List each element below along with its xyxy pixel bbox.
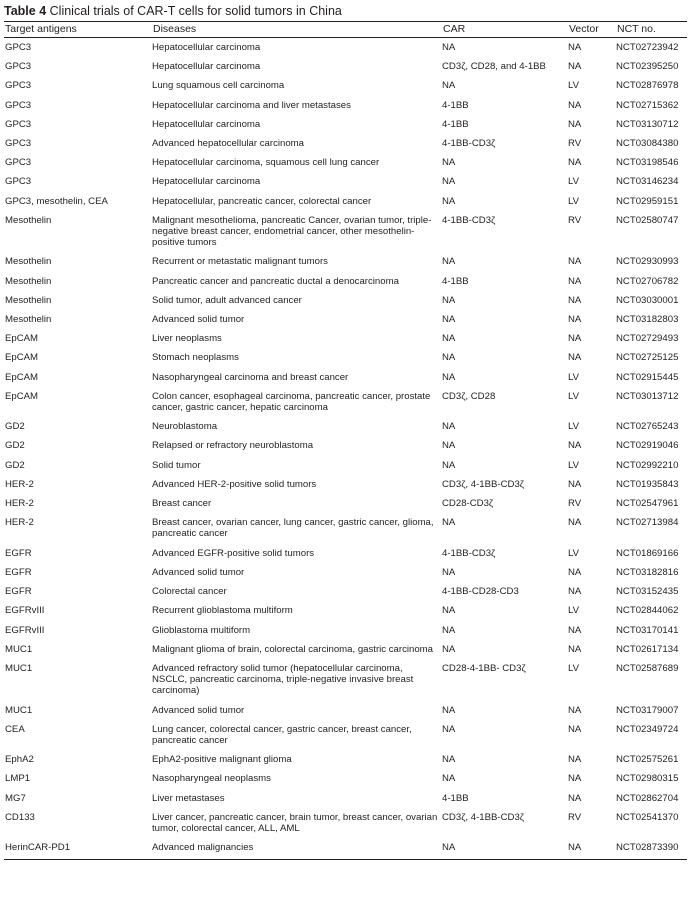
- cell-target-antigen: EGFR: [5, 586, 32, 598]
- cell-target-antigen: GPC3, mesothelin, CEA: [5, 195, 108, 207]
- cell-nct-no: NCT02541370: [616, 811, 679, 823]
- cell-car: NA: [442, 842, 456, 854]
- cell-disease: Advanced solid tumor: [152, 566, 245, 578]
- cell-nct-no: NCT01869166: [616, 547, 679, 559]
- cell-target-antigen: HER-2: [5, 498, 34, 510]
- table-row: [4, 291, 687, 310]
- table-row: [4, 387, 687, 417]
- cell-nct-no: NCT03198546: [616, 157, 679, 169]
- cell-disease: Nasopharyngeal neoplasms: [152, 773, 271, 785]
- cell-target-antigen: Mesothelin: [5, 294, 52, 306]
- table-row: [4, 252, 687, 271]
- cell-vector: RV: [568, 214, 582, 226]
- table-row: [4, 134, 687, 153]
- cell-nct-no: NCT02617134: [616, 643, 679, 655]
- cell-target-antigen: EpCAM: [5, 333, 39, 345]
- cell-disease: Liver cancer, pancreatic cancer, brain tumor, breast cancer, ovarian tumor, colorectal cancer, ALL, AML: [152, 811, 438, 834]
- cell-vector: NA: [568, 314, 582, 326]
- cell-nct-no: NCT02587689: [616, 662, 679, 674]
- cell-vector: NA: [568, 294, 582, 306]
- cell-nct-no: NCT02349724: [616, 723, 679, 735]
- table-row: [4, 701, 687, 720]
- cell-nct-no: NCT03030001: [616, 294, 679, 306]
- cell-car: CD3ζ, CD28, and 4-1BB: [442, 61, 546, 73]
- cell-target-antigen: HerinCAR-PD1: [5, 842, 71, 854]
- cell-vector: NA: [568, 704, 582, 716]
- cell-target-antigen: HER-2: [5, 517, 34, 529]
- table-row: [4, 192, 687, 211]
- cell-car: NA: [442, 195, 456, 207]
- table-row: [4, 513, 687, 543]
- cell-nct-no: NCT02723942: [616, 42, 679, 53]
- cell-target-antigen: MUC1: [5, 704, 33, 716]
- cell-vector: NA: [568, 586, 582, 598]
- table-row: [4, 456, 687, 475]
- cell-car: NA: [442, 157, 456, 169]
- cell-vector: RV: [568, 498, 582, 510]
- table-row: [4, 153, 687, 172]
- cell-nct-no: NCT02729493: [616, 333, 679, 345]
- cell-target-antigen: Mesothelin: [5, 214, 52, 226]
- cell-disease: Hepatocellular carcinoma and liver metastases: [152, 99, 351, 111]
- cell-nct-no: NCT03130712: [616, 118, 679, 130]
- cell-nct-no: NCT02980315: [616, 773, 679, 785]
- table-row: [4, 310, 687, 329]
- cell-vector: NA: [568, 792, 582, 804]
- cell-disease: Advanced solid tumor: [152, 314, 245, 326]
- cell-disease: Lung cancer, colorectal cancer, gastric cancer, breast cancer, pancreatic cancer: [152, 723, 412, 746]
- table-number: Table 4: [4, 4, 47, 18]
- cell-nct-no: NCT03084380: [616, 138, 679, 150]
- header-diseases: Diseases: [153, 23, 197, 35]
- cell-car: 4-1BB: [442, 275, 469, 287]
- cell-target-antigen: GPC3: [5, 157, 32, 169]
- cell-nct-no: NCT02575261: [616, 754, 679, 766]
- cell-car: CD3ζ, 4-1BB-CD3ζ: [442, 811, 525, 823]
- table-row: [4, 640, 687, 659]
- cell-target-antigen: MG7: [5, 792, 26, 804]
- cell-vector: LV: [568, 195, 580, 207]
- cell-target-antigen: GPC3: [5, 42, 32, 53]
- table-row: [4, 76, 687, 95]
- cell-disease: Hepatocellular carcinoma, squamous cell lung cancer: [152, 157, 380, 169]
- cell-disease: Hepatocellular carcinoma: [152, 118, 261, 130]
- cell-nct-no: NCT03152435: [616, 586, 679, 598]
- cell-vector: LV: [568, 605, 580, 617]
- cell-disease: Colon cancer, esophageal carcinoma, pancreatic cancer, prostate cancer, gastric cancer, hepatic carcinoma: [152, 390, 431, 414]
- cell-vector: RV: [568, 811, 582, 823]
- table-row: [4, 211, 687, 253]
- cell-car: NA: [442, 723, 456, 735]
- cell-nct-no: NCT02713984: [616, 517, 679, 529]
- cell-car: CD3ζ, 4-1BB-CD3ζ: [442, 478, 525, 490]
- cell-nct-no: NCT02844062: [616, 605, 679, 617]
- cell-vector: NA: [568, 754, 582, 766]
- cell-target-antigen: EGFRvIII: [5, 605, 45, 617]
- cell-disease: Advanced EGFR-positive solid tumors: [152, 547, 315, 559]
- table-row: [4, 272, 687, 291]
- cell-car: NA: [442, 80, 456, 92]
- cell-disease: Advanced solid tumor: [152, 704, 245, 716]
- cell-car: NA: [442, 459, 456, 471]
- cell-disease: Recurrent glioblastoma multiform: [152, 605, 293, 617]
- cell-target-antigen: GPC3: [5, 138, 32, 150]
- cell-car: NA: [442, 517, 456, 529]
- cell-vector: NA: [568, 566, 582, 578]
- cell-disease: Pancreatic cancer and pancreatic ductal a denocarcinoma: [152, 275, 399, 287]
- cell-disease: Nasopharyngeal carcinoma and breast cancer: [152, 371, 349, 383]
- cell-car: NA: [442, 176, 456, 188]
- cell-car: NA: [442, 754, 456, 766]
- cell-vector: NA: [568, 333, 582, 345]
- cell-disease: Malignant glioma of brain, colorectal carcinoma, gastric carcinoma: [152, 643, 434, 655]
- table-row: [4, 544, 687, 563]
- table-row: [4, 838, 687, 857]
- cell-vector: LV: [568, 662, 580, 674]
- cell-nct-no: NCT03013712: [616, 390, 679, 402]
- table-row: [4, 172, 687, 191]
- cell-vector: NA: [568, 118, 582, 130]
- cell-nct-no: NCT02395250: [616, 61, 679, 73]
- cell-vector: NA: [568, 517, 582, 529]
- cell-nct-no: NCT02547961: [616, 498, 679, 510]
- cell-car: 4-1BB-CD3ζ: [442, 547, 496, 559]
- cell-vector: NA: [568, 256, 582, 268]
- cell-disease: Liver metastases: [152, 792, 225, 804]
- cell-vector: NA: [568, 157, 582, 169]
- cell-target-antigen: CEA: [5, 723, 25, 735]
- cell-nct-no: NCT02959151: [616, 195, 679, 207]
- table-row: [4, 769, 687, 788]
- cell-disease: Liver neoplasms: [152, 333, 222, 345]
- cell-disease: Advanced malignancies: [152, 842, 254, 854]
- cell-car: NA: [442, 256, 456, 268]
- table-row: [4, 601, 687, 620]
- table-row: [4, 368, 687, 387]
- cell-disease: Breast cancer: [152, 498, 212, 510]
- cell-vector: NA: [568, 723, 582, 735]
- table-row: [4, 436, 687, 455]
- cell-car: 4-1BB: [442, 118, 469, 130]
- cell-car: NA: [442, 704, 456, 716]
- cell-car: NA: [442, 624, 456, 636]
- table-row: [4, 789, 687, 808]
- table-row: [4, 808, 687, 838]
- cell-disease: Hepatocellular carcinoma: [152, 176, 261, 188]
- cell-car: CD28-4-1BB- CD3ζ: [442, 662, 526, 674]
- cell-car: NA: [442, 352, 456, 364]
- cell-vector: NA: [568, 275, 582, 287]
- cell-disease: Advanced hepatocellular carcinoma: [152, 138, 304, 150]
- cell-target-antigen: Mesothelin: [5, 256, 52, 268]
- cell-disease: Recurrent or metastatic malignant tumors: [152, 256, 328, 268]
- table-row: [4, 38, 687, 57]
- cell-target-antigen: Mesothelin: [5, 275, 52, 287]
- cell-nct-no: NCT02930993: [616, 256, 679, 268]
- cell-car: NA: [442, 371, 456, 383]
- cell-target-antigen: EGFRvIII: [5, 624, 45, 636]
- table-title: Clinical trials of CAR-T cells for solid tumors in China: [49, 4, 342, 18]
- cell-nct-no: NCT02765243: [616, 421, 679, 433]
- cell-disease: Colorectal cancer: [152, 586, 227, 598]
- cell-nct-no: NCT03179007: [616, 704, 679, 716]
- cell-target-antigen: CD133: [5, 811, 35, 823]
- cell-target-antigen: MUC1: [5, 643, 33, 655]
- cell-vector: RV: [568, 138, 582, 150]
- cell-vector: NA: [568, 42, 582, 53]
- cell-disease: Stomach neoplasms: [152, 352, 239, 364]
- cell-target-antigen: GD2: [5, 421, 25, 433]
- cell-target-antigen: GPC3: [5, 80, 32, 92]
- cell-car: NA: [442, 294, 456, 306]
- bottom-rule: [4, 859, 687, 860]
- cell-target-antigen: GD2: [5, 440, 25, 452]
- header-car: CAR: [443, 23, 466, 35]
- cell-disease: Advanced refractory solid tumor (hepatocellular carcinoma, NSCLC, pancreatic carcinoma, triple-negative invasive breast carcinoma): [152, 662, 414, 697]
- cell-vector: LV: [568, 421, 580, 433]
- header-nct-no: NCT no.: [617, 23, 656, 35]
- cell-target-antigen: LMP1: [5, 773, 31, 785]
- cell-vector: NA: [568, 61, 582, 73]
- table-row: [4, 582, 687, 601]
- table-header-row: [4, 22, 687, 38]
- cell-vector: NA: [568, 773, 582, 785]
- cell-target-antigen: EGFR: [5, 566, 32, 578]
- cell-car: CD3ζ, CD28: [442, 390, 496, 402]
- cell-nct-no: NCT01935843: [616, 478, 679, 490]
- cell-target-antigen: Mesothelin: [5, 314, 52, 326]
- cell-vector: NA: [568, 478, 582, 490]
- cell-nct-no: NCT03182816: [616, 566, 679, 578]
- table-row: [4, 494, 687, 513]
- cell-disease: Hepatocellular carcinoma: [152, 61, 261, 73]
- cell-vector: LV: [568, 176, 580, 188]
- cell-target-antigen: HER-2: [5, 478, 34, 490]
- cell-nct-no: NCT02715362: [616, 99, 679, 111]
- table-row: [4, 96, 687, 115]
- table-row: [4, 115, 687, 134]
- cell-vector: NA: [568, 440, 582, 452]
- cell-target-antigen: EGFR: [5, 547, 32, 559]
- cell-target-antigen: GPC3: [5, 118, 32, 130]
- cell-disease: Hepatocellular carcinoma: [152, 42, 261, 53]
- cell-vector: NA: [568, 643, 582, 655]
- cell-disease: Glioblastoma multiform: [152, 624, 251, 636]
- cell-target-antigen: GPC3: [5, 61, 32, 73]
- cell-disease: Neuroblastoma: [152, 421, 218, 433]
- cell-disease: Malignant mesothelioma, pancreatic Cancer, ovarian tumor, triple-negative breast cancer, endometrial cancer, other mesothelin-positive tumors: [152, 214, 432, 249]
- cell-car: NA: [442, 643, 456, 655]
- cell-vector: LV: [568, 547, 580, 559]
- cell-car: 4-1BB: [442, 792, 469, 804]
- cell-nct-no: NCT02580747: [616, 214, 679, 226]
- cell-target-antigen: EpCAM: [5, 390, 39, 402]
- cell-car: NA: [442, 605, 456, 617]
- cell-vector: NA: [568, 352, 582, 364]
- cell-car: 4-1BB-CD3ζ: [442, 214, 496, 226]
- cell-disease: Solid tumor, adult advanced cancer: [152, 294, 302, 306]
- table-row: [4, 621, 687, 640]
- cell-target-antigen: MUC1: [5, 662, 33, 674]
- table-row: [4, 659, 687, 701]
- cell-disease: Relapsed or refractory neuroblastoma: [152, 440, 314, 452]
- cell-car: 4-1BB-CD28-CD3: [442, 586, 519, 598]
- header-target-antigens: Target antigens: [5, 23, 77, 35]
- cell-nct-no: NCT02862704: [616, 792, 679, 804]
- cell-car: NA: [442, 773, 456, 785]
- cell-vector: NA: [568, 624, 582, 636]
- table-body: [4, 38, 687, 857]
- cell-nct-no: NCT02873390: [616, 842, 679, 854]
- cell-disease: Hepatocellular, pancreatic cancer, colorectal cancer: [152, 195, 372, 207]
- cell-target-antigen: EpCAM: [5, 352, 39, 364]
- table-row: [4, 475, 687, 494]
- cell-vector: LV: [568, 80, 580, 92]
- table-row: [4, 57, 687, 76]
- cell-car: NA: [442, 314, 456, 326]
- cell-car: NA: [442, 566, 456, 578]
- cell-vector: NA: [568, 99, 582, 111]
- header-vector: Vector: [569, 23, 599, 35]
- table-row: [4, 563, 687, 582]
- cell-car: NA: [442, 421, 456, 433]
- cell-car: NA: [442, 42, 456, 53]
- table-row: [4, 720, 687, 750]
- cell-target-antigen: GD2: [5, 459, 25, 471]
- cell-car: CD28-CD3ζ: [442, 498, 494, 510]
- table-row: [4, 417, 687, 436]
- cell-disease: Solid tumor: [152, 459, 201, 471]
- cell-disease: Lung squamous cell carcinoma: [152, 80, 285, 92]
- cell-vector: LV: [568, 371, 580, 383]
- table-row: [4, 750, 687, 769]
- cell-vector: LV: [568, 390, 580, 402]
- cell-car: NA: [442, 333, 456, 345]
- cell-car: NA: [442, 440, 456, 452]
- cell-target-antigen: EphA2: [5, 754, 34, 766]
- cell-nct-no: NCT02876978: [616, 80, 679, 92]
- cell-car: 4-1BB-CD3ζ: [442, 138, 496, 150]
- cell-target-antigen: GPC3: [5, 99, 32, 111]
- cell-vector: LV: [568, 459, 580, 471]
- cell-vector: NA: [568, 842, 582, 854]
- cell-nct-no: NCT02992210: [616, 459, 679, 471]
- cell-nct-no: NCT03170141: [616, 624, 679, 636]
- cell-disease: Breast cancer, ovarian cancer, lung cancer, gastric cancer, glioma, pancreatic cancer: [152, 517, 434, 540]
- cell-disease: EphA2-positive malignant glioma: [152, 754, 292, 766]
- cell-disease: Advanced HER-2-positive solid tumors: [152, 478, 317, 490]
- table-row: [4, 348, 687, 367]
- cell-nct-no: NCT02915445: [616, 371, 679, 383]
- cell-nct-no: NCT02919046: [616, 440, 679, 452]
- cell-nct-no: NCT03182803: [616, 314, 679, 326]
- cell-nct-no: NCT02725125: [616, 352, 679, 364]
- table-caption: [4, 3, 687, 21]
- cell-target-antigen: EpCAM: [5, 371, 39, 383]
- cell-car: 4-1BB: [442, 99, 469, 111]
- cell-nct-no: NCT03146234: [616, 176, 679, 188]
- table-row: [4, 329, 687, 348]
- cell-target-antigen: GPC3: [5, 176, 32, 188]
- cell-nct-no: NCT02706782: [616, 275, 679, 287]
